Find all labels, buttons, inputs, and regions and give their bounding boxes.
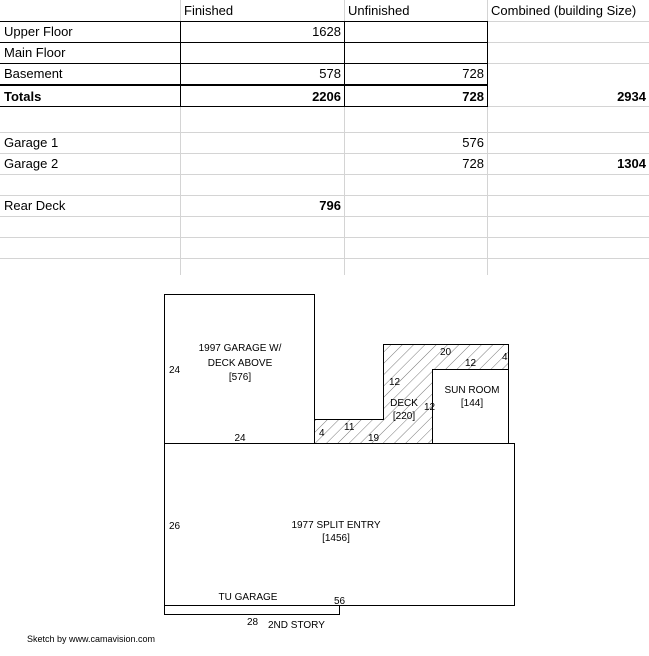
sunroom-top-dimension: 12 bbox=[465, 358, 477, 369]
main-house-title: 1977 SPLIT ENTRY bbox=[291, 520, 381, 531]
garage-title-line2: DECK ABOVE bbox=[207, 358, 273, 369]
deck-bottom-dimension: 19 bbox=[368, 433, 380, 444]
deck-right-dimension: 4 bbox=[502, 352, 508, 363]
deck-label: DECK bbox=[390, 398, 418, 409]
header-unfinished: Unfinished bbox=[348, 3, 410, 18]
main-house-bottom-dimension: 56 bbox=[334, 596, 346, 607]
sunroom-area: [144] bbox=[460, 398, 484, 409]
deck-step-dimension: 4 bbox=[319, 428, 325, 439]
cell-totals-unfinished: 728 bbox=[462, 89, 484, 104]
main-house-side-dimension: 26 bbox=[169, 521, 181, 532]
row-label-totals: Totals bbox=[4, 89, 42, 104]
cell-totals-finished: 2206 bbox=[312, 89, 341, 104]
cell-upper-floor-finished: 1628 bbox=[312, 24, 341, 39]
tu-garage-label: TU GARAGE bbox=[218, 592, 278, 603]
row-label-rear-deck: Rear Deck bbox=[4, 198, 66, 213]
row-label-main-floor: Main Floor bbox=[4, 45, 66, 60]
deck-left-dimension: 12 bbox=[389, 377, 401, 388]
deck-inner-right-dimension: 12 bbox=[424, 402, 436, 413]
header-finished: Finished bbox=[184, 3, 234, 18]
deck-area: [220] bbox=[392, 411, 416, 422]
cell-basement-finished: 578 bbox=[319, 66, 341, 81]
garage-outline bbox=[165, 295, 315, 444]
deck-top-dimension: 20 bbox=[440, 347, 452, 358]
deck-upper-dimension: 11 bbox=[344, 422, 355, 433]
row-label-garage-2: Garage 2 bbox=[4, 156, 59, 171]
main-house-area: [1456] bbox=[322, 533, 350, 544]
strip-bottom-dimension: 28 bbox=[247, 617, 259, 628]
tu-garage-strip bbox=[165, 606, 340, 615]
row-label-basement: Basement bbox=[4, 66, 63, 81]
cell-basement-unfinished: 728 bbox=[462, 66, 484, 81]
garage-area: [576] bbox=[228, 372, 252, 383]
cell-totals-combined: 2934 bbox=[617, 89, 646, 104]
header-combined: Combined (building Size) bbox=[491, 3, 637, 18]
cell-garage-2-unfinished: 728 bbox=[462, 156, 484, 171]
row-label-upper-floor: Upper Floor bbox=[4, 24, 73, 39]
second-story-label: 2ND STORY bbox=[268, 620, 325, 631]
cell-garage-1-unfinished: 576 bbox=[462, 135, 484, 150]
garage-bottom-dimension: 24 bbox=[234, 433, 246, 444]
sketch-credit: Sketch by www.camavision.com bbox=[27, 634, 156, 644]
garage-title-line1: 1997 GARAGE W/ bbox=[198, 343, 282, 354]
cell-garage-combined: 1304 bbox=[617, 156, 646, 171]
sunroom-title: SUN ROOM bbox=[444, 385, 500, 396]
garage-side-dimension: 24 bbox=[169, 365, 181, 376]
cell-rear-deck-finished: 796 bbox=[319, 198, 341, 213]
row-label-garage-1: Garage 1 bbox=[4, 135, 59, 150]
